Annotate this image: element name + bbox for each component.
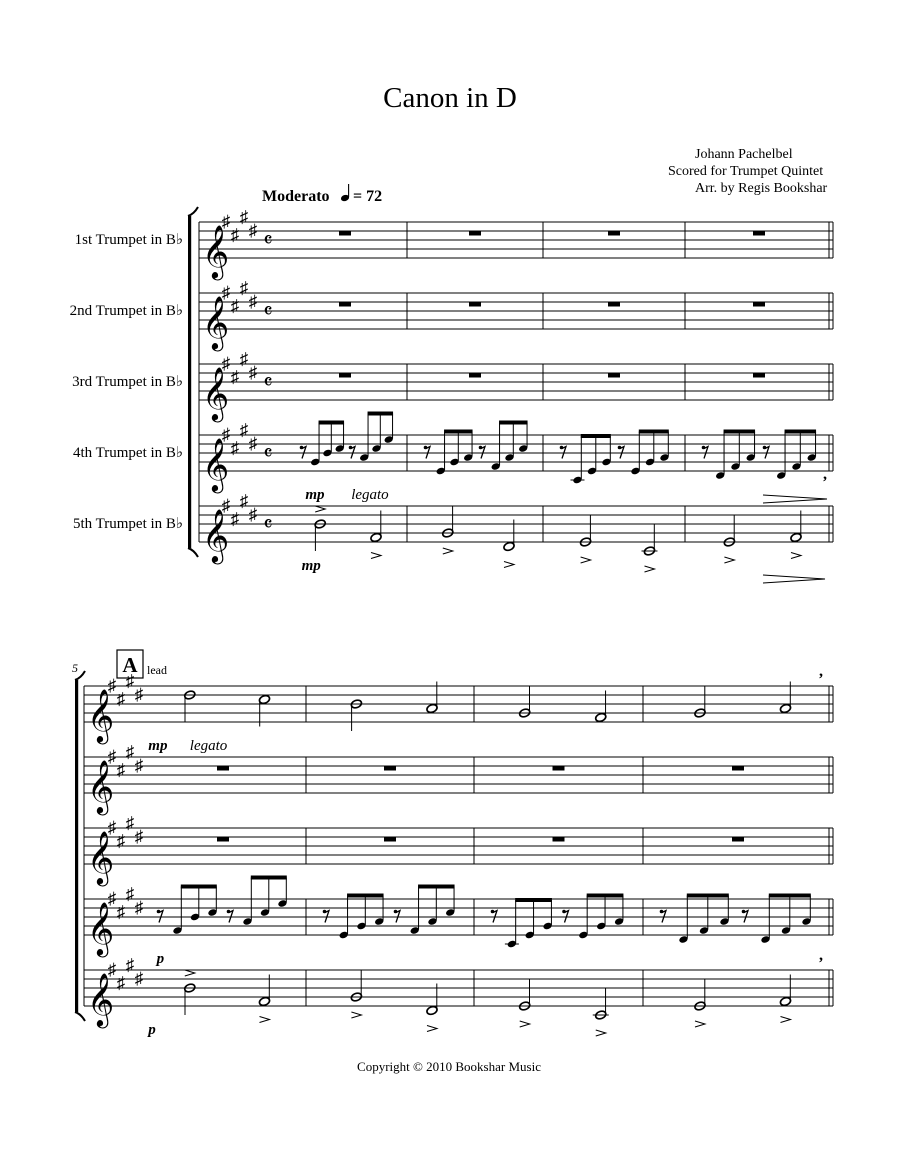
breath-mark: , — [819, 663, 823, 680]
breath-mark: , — [823, 466, 827, 483]
treble-clef-icon: 𝄞 — [202, 439, 230, 490]
treble-clef-icon: 𝄞 — [87, 690, 115, 741]
whole-rest — [384, 837, 396, 842]
sharp-icon: ♯ — [125, 884, 135, 904]
half-note-head — [779, 703, 791, 713]
sharp-icon: ♯ — [125, 742, 135, 762]
decrescendo-hairpin — [763, 575, 825, 583]
sharp-icon: ♯ — [134, 969, 144, 988]
instrument-name: 3rd Trumpet in B♭ — [72, 374, 183, 390]
beam — [319, 421, 345, 425]
whole-rest — [469, 302, 481, 307]
accent-mark — [504, 562, 514, 568]
sharp-icon: ♯ — [248, 434, 258, 453]
dynamic-marking: p — [148, 1022, 156, 1038]
music-notation — [70, 207, 833, 1038]
beam — [581, 434, 611, 438]
treble-clef-icon: 𝄞 — [87, 832, 115, 883]
beam — [251, 876, 287, 880]
sharp-icon: ♯ — [221, 212, 231, 231]
dynamic-marking: mp — [305, 487, 325, 503]
staff-part-3 — [72, 350, 833, 423]
whole-rest — [217, 766, 229, 771]
treble-clef-icon: 𝄞 — [202, 368, 230, 419]
whole-rest — [608, 231, 620, 236]
sharp-icon: ♯ — [107, 960, 117, 979]
half-note-head — [426, 703, 438, 713]
copyright-notice: Copyright © 2010 Bookshar Music — [357, 1059, 541, 1074]
whole-rest — [553, 766, 565, 771]
rehearsal-mark: A — [122, 653, 138, 677]
system-bracket — [75, 680, 78, 1012]
half-note-head — [503, 541, 515, 551]
tempo-note-icon — [340, 184, 350, 202]
sharp-icon: ♯ — [239, 207, 249, 227]
sharp-icon: ♯ — [248, 505, 258, 524]
half-note-head — [370, 532, 382, 542]
sharp-icon: ♯ — [230, 296, 240, 316]
breath-mark: , — [819, 947, 823, 964]
instrument-name: 2nd Trumpet in B♭ — [69, 303, 183, 319]
whole-rest — [339, 231, 351, 236]
beam — [418, 885, 455, 889]
sharp-icon: ♯ — [221, 354, 231, 373]
sharp-icon: ♯ — [107, 889, 117, 908]
sharp-icon: ♯ — [248, 221, 258, 240]
accent-mark — [520, 1021, 530, 1027]
sharp-icon: ♯ — [116, 902, 126, 922]
accent-mark — [443, 548, 453, 554]
beam — [499, 421, 528, 425]
score-title: Canon in D — [383, 82, 517, 114]
beam — [724, 430, 756, 434]
staff-part-1 — [84, 663, 833, 754]
accent-mark — [260, 1017, 270, 1023]
accent-mark — [645, 566, 655, 572]
whole-rest — [553, 837, 565, 842]
whole-rest — [753, 231, 765, 236]
dynamic-marking: legato — [351, 487, 389, 503]
sharp-icon: ♯ — [248, 292, 258, 311]
sharp-icon: ♯ — [230, 367, 240, 387]
measure-number: 5 — [72, 661, 78, 675]
beam — [515, 898, 552, 902]
whole-rest — [469, 231, 481, 236]
staff-part-5 — [73, 492, 833, 584]
composer-credit: Johann Pachelbel — [695, 147, 793, 162]
sharp-icon: ♯ — [134, 756, 144, 775]
accent-mark — [596, 1030, 606, 1036]
instrument-name: 5th Trumpet in B♭ — [72, 516, 183, 532]
accent-mark — [371, 553, 381, 559]
dynamic-marking: mp — [148, 738, 168, 754]
beam — [785, 430, 817, 434]
sharp-icon: ♯ — [116, 973, 126, 993]
accent-mark — [427, 1026, 437, 1032]
beam — [587, 894, 624, 898]
accent-mark — [351, 1012, 361, 1018]
dynamic-marking: mp — [301, 558, 321, 574]
staff-part-3 — [84, 814, 833, 887]
sharp-icon: ♯ — [221, 425, 231, 444]
whole-rest — [608, 373, 620, 378]
whole-rest — [608, 302, 620, 307]
common-time-icon: 𝄴 — [263, 512, 273, 536]
staff-part-4 — [84, 876, 833, 968]
accent-mark — [695, 1021, 705, 1027]
sharp-icon: ♯ — [221, 283, 231, 302]
beam — [687, 894, 729, 898]
sharp-icon: ♯ — [116, 760, 126, 780]
whole-rest — [732, 837, 744, 842]
dynamic-marking: legato — [189, 738, 228, 754]
instrument-name: 1st Trumpet in B♭ — [74, 232, 183, 248]
tempo-bpm: = 72 — [353, 188, 383, 205]
half-note-head — [779, 996, 791, 1006]
sharp-icon: ♯ — [239, 278, 249, 298]
common-time-icon: 𝄴 — [263, 228, 273, 252]
scoring-credit: Scored for Trumpet Quintet — [668, 164, 824, 179]
half-note-head — [595, 712, 607, 722]
staff-part-4 — [73, 412, 833, 504]
half-note-head — [258, 694, 270, 704]
sharp-icon: ♯ — [107, 747, 117, 766]
accent-mark — [315, 506, 325, 512]
beam — [181, 885, 217, 889]
half-note-head — [426, 1005, 438, 1015]
treble-clef-icon: 𝄞 — [87, 974, 115, 1025]
beam — [444, 430, 473, 434]
sharp-icon: ♯ — [116, 831, 126, 851]
sharp-icon: ♯ — [125, 955, 135, 975]
half-note-head — [258, 996, 270, 1006]
arranger-credit: Arr. by Regis Bookshar — [695, 181, 828, 196]
accent-mark — [791, 553, 801, 559]
sharp-icon: ♯ — [107, 676, 117, 695]
sharp-icon: ♯ — [134, 827, 144, 846]
treble-clef-icon: 𝄞 — [202, 226, 230, 277]
dynamic-marking: p — [156, 951, 165, 967]
whole-rest — [217, 837, 229, 842]
accent-mark — [185, 970, 195, 976]
half-note-head — [790, 532, 802, 542]
system-2 — [72, 650, 833, 1038]
sharp-icon: ♯ — [230, 225, 240, 245]
sharp-icon: ♯ — [134, 898, 144, 917]
treble-clef-icon: 𝄞 — [87, 761, 115, 812]
beam — [368, 412, 394, 416]
system-bracket — [188, 216, 191, 548]
sharp-icon: ♯ — [230, 509, 240, 529]
common-time-icon: 𝄴 — [263, 370, 273, 394]
sharp-icon: ♯ — [221, 496, 231, 515]
whole-rest — [339, 373, 351, 378]
common-time-icon: 𝄴 — [263, 299, 273, 323]
sharp-icon: ♯ — [248, 363, 258, 382]
tempo-marking: Moderato — [262, 188, 330, 205]
beam — [347, 894, 384, 898]
treble-clef-icon: 𝄞 — [202, 510, 230, 561]
sharp-icon: ♯ — [230, 438, 240, 458]
accent-mark — [581, 557, 591, 563]
treble-clef-icon: 𝄞 — [87, 903, 115, 954]
whole-rest — [753, 302, 765, 307]
common-time-icon: 𝄴 — [263, 441, 273, 465]
sharp-icon: ♯ — [239, 491, 249, 511]
whole-rest — [753, 373, 765, 378]
whole-rest — [469, 373, 481, 378]
sharp-icon: ♯ — [125, 813, 135, 833]
sharp-icon: ♯ — [107, 818, 117, 837]
whole-rest — [732, 766, 744, 771]
sharp-icon: ♯ — [134, 685, 144, 704]
accent-mark — [781, 1017, 791, 1023]
treble-clef-icon: 𝄞 — [202, 297, 230, 348]
beam — [769, 894, 811, 898]
sharp-icon: ♯ — [239, 420, 249, 440]
accent-mark — [724, 557, 734, 563]
sharp-icon: ♯ — [116, 689, 126, 709]
sharp-icon: ♯ — [125, 671, 135, 691]
system-1 — [70, 207, 833, 583]
whole-rest — [339, 302, 351, 307]
decrescendo-hairpin — [763, 495, 827, 503]
instrument-name: 4th Trumpet in B♭ — [72, 445, 183, 461]
beam — [639, 430, 669, 434]
whole-rest — [384, 766, 396, 771]
staff-part-2 — [70, 279, 833, 352]
sharp-icon: ♯ — [239, 349, 249, 369]
rehearsal-note: lead — [147, 663, 167, 677]
staff-part-5 — [84, 947, 833, 1038]
